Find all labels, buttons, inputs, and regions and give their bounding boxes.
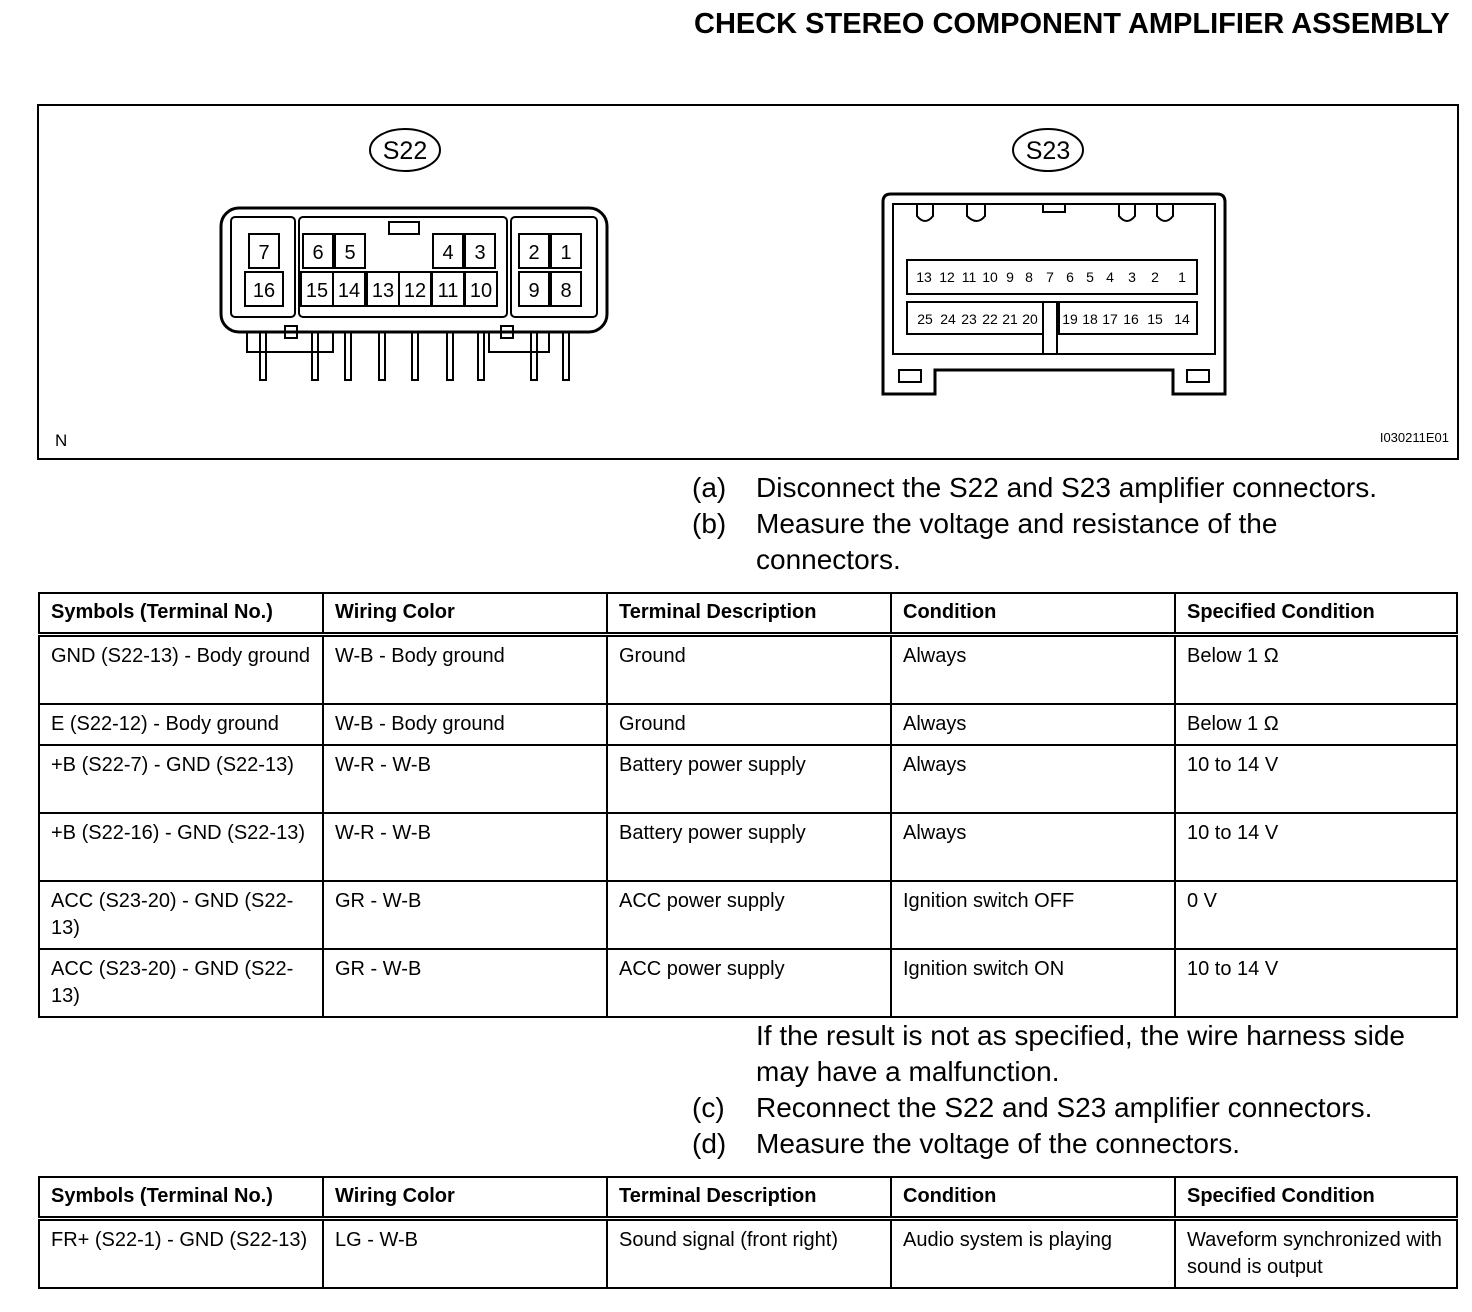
column-header: Condition xyxy=(891,593,1175,635)
table-row xyxy=(39,813,1457,881)
s22-pin: 15 xyxy=(305,280,329,302)
table-cell: W-R - W-B xyxy=(323,745,607,813)
column-header: Wiring Color xyxy=(323,593,607,635)
s23-pin: 22 xyxy=(982,311,998,327)
s23-pin: 14 xyxy=(1174,311,1190,327)
s23-pin: 15 xyxy=(1147,311,1163,327)
voltage-table xyxy=(38,1176,1458,1289)
column-header: Condition xyxy=(891,1177,1175,1219)
table-header-row xyxy=(39,593,1457,635)
column-header: Wiring Color xyxy=(323,1177,607,1219)
note-text: If the result is not as specified, the wire harness side may have a malfunction. xyxy=(756,1020,1405,1087)
s22-pin: 3 xyxy=(474,242,486,264)
table-cell: Ignition switch ON xyxy=(891,949,1175,1017)
step-text: Disconnect the S22 and S23 amplifier connectors. xyxy=(756,472,1378,503)
table-cell: 10 to 14 V xyxy=(1175,949,1457,1017)
table-cell: Battery power supply xyxy=(607,813,891,881)
s23-pin: 20 xyxy=(1022,311,1038,327)
s23-pin: 8 xyxy=(1025,269,1033,285)
s23-pin: 17 xyxy=(1102,311,1118,327)
s23-pin: 9 xyxy=(1006,269,1014,285)
s22-pin: 12 xyxy=(403,280,427,302)
steps-a xyxy=(692,470,1462,578)
column-header: Specified Condition xyxy=(1175,1177,1457,1219)
column-header: Symbols (Terminal No.) xyxy=(39,1177,323,1219)
table-cell: Always xyxy=(891,704,1175,745)
s23-pin: 1 xyxy=(1178,269,1186,285)
step-label: (c) xyxy=(692,1092,725,1123)
column-header: Specified Condition xyxy=(1175,593,1457,635)
s23-pin: 18 xyxy=(1082,311,1098,327)
table-cell: Sound signal (front right) xyxy=(607,1219,891,1289)
table-cell: LG - W-B xyxy=(323,1219,607,1289)
table-cell: Battery power supply xyxy=(607,745,891,813)
s23-pin: 24 xyxy=(940,311,956,327)
step-label: (d) xyxy=(692,1128,727,1159)
s22-pin: 13 xyxy=(371,280,395,302)
s23-pin: 13 xyxy=(916,269,932,285)
table-cell: ACC power supply xyxy=(607,881,891,949)
voltage-resistance-table xyxy=(38,592,1458,1018)
s22-pin: 4 xyxy=(442,242,454,264)
s22-pin: 9 xyxy=(528,280,540,302)
s22-pin: 5 xyxy=(344,242,356,264)
column-header: Terminal Description xyxy=(607,1177,891,1219)
table-cell: E (S22-12) - Body ground xyxy=(39,704,323,745)
s22-pin: 6 xyxy=(312,242,324,264)
table-row xyxy=(39,949,1457,1017)
steps-b xyxy=(692,1018,1462,1162)
s22-pin: 2 xyxy=(528,242,540,264)
table-row xyxy=(39,745,1457,813)
table-cell: ACC power supply xyxy=(607,949,891,1017)
s22-pin: 11 xyxy=(437,280,459,302)
table-header-row xyxy=(39,1177,1457,1219)
table-cell: 10 to 14 V xyxy=(1175,813,1457,881)
s23-pin: 25 xyxy=(917,311,933,327)
s23-pin: 16 xyxy=(1123,311,1139,327)
s22-pin: 8 xyxy=(560,280,572,302)
table-cell: Waveform synchronized with sound is output xyxy=(1175,1219,1457,1289)
s23-pin: 2 xyxy=(1151,269,1159,285)
s22-label: S22 xyxy=(382,137,428,165)
column-header: Terminal Description xyxy=(607,593,891,635)
s23-pin: 7 xyxy=(1046,269,1054,285)
figure-id: I030211E01 xyxy=(1379,430,1449,445)
s23-pin: 11 xyxy=(961,269,977,285)
note xyxy=(692,1018,1462,1090)
table-cell: GND (S22-13) - Body ground xyxy=(39,635,323,705)
step-a xyxy=(692,470,1462,506)
s23-pin: 6 xyxy=(1066,269,1074,285)
table-cell: Audio system is playing xyxy=(891,1219,1175,1289)
table-cell: 0 V xyxy=(1175,881,1457,949)
table-cell: Ground xyxy=(607,704,891,745)
table-cell: Below 1 Ω xyxy=(1175,704,1457,745)
s22-pin: 16 xyxy=(252,280,276,302)
table-cell: W-B - Body ground xyxy=(323,704,607,745)
table-cell: Ignition switch OFF xyxy=(891,881,1175,949)
step-b xyxy=(692,506,1462,578)
connector-diagram xyxy=(37,104,1459,460)
table-row xyxy=(39,635,1457,705)
table-cell: Below 1 Ω xyxy=(1175,635,1457,705)
table-cell: Always xyxy=(891,635,1175,705)
table-cell: GR - W-B xyxy=(323,949,607,1017)
table-cell: 10 to 14 V xyxy=(1175,745,1457,813)
table-cell: W-R - W-B xyxy=(323,813,607,881)
page-title: CHECK STEREO COMPONENT AMPLIFIER ASSEMBLY xyxy=(694,8,1450,40)
step-label: (b) xyxy=(692,508,727,539)
s23-pin: 12 xyxy=(939,269,955,285)
table-row xyxy=(39,704,1457,745)
table-cell: FR+ (S22-1) - GND (S22-13) xyxy=(39,1219,323,1289)
table-cell: Ground xyxy=(607,635,891,705)
step-text: Reconnect the S22 and S23 amplifier connectors. xyxy=(756,1092,1373,1123)
table-cell: +B (S22-16) - GND (S22-13) xyxy=(39,813,323,881)
step-d xyxy=(692,1126,1462,1162)
table-cell: ACC (S23-20) - GND (S22-13) xyxy=(39,949,323,1017)
s22-pin: 10 xyxy=(469,280,493,302)
s23-pin: 5 xyxy=(1086,269,1094,285)
s23-pin: 3 xyxy=(1128,269,1136,285)
table-cell: Always xyxy=(891,813,1175,881)
table-cell: Always xyxy=(891,745,1175,813)
step-c xyxy=(692,1090,1462,1126)
s23-pin: 4 xyxy=(1106,269,1114,285)
s22-pin: 14 xyxy=(337,280,361,302)
column-header: Symbols (Terminal No.) xyxy=(39,593,323,635)
s23-pin: 19 xyxy=(1062,311,1078,327)
s23-pins xyxy=(916,269,1190,327)
s23-pin: 10 xyxy=(982,269,998,285)
table-cell: GR - W-B xyxy=(323,881,607,949)
step-label: (a) xyxy=(692,472,727,503)
table-row xyxy=(39,881,1457,949)
s23-pin: 23 xyxy=(961,311,977,327)
s23-connector xyxy=(883,194,1225,394)
step-text: Measure the voltage of the connectors. xyxy=(756,1128,1241,1159)
table-cell: W-B - Body ground xyxy=(323,635,607,705)
table-cell: ACC (S23-20) - GND (S22-13) xyxy=(39,881,323,949)
s23-label: S23 xyxy=(1025,137,1071,165)
s22-pin: 1 xyxy=(560,242,572,264)
s23-pin: 21 xyxy=(1002,311,1018,327)
s22-pin: 7 xyxy=(258,242,270,264)
table-cell: +B (S22-7) - GND (S22-13) xyxy=(39,745,323,813)
corner-label: N xyxy=(55,431,68,450)
step-text: Measure the voltage and resistance of the connectors. xyxy=(756,508,1278,575)
table-row xyxy=(39,1219,1457,1289)
